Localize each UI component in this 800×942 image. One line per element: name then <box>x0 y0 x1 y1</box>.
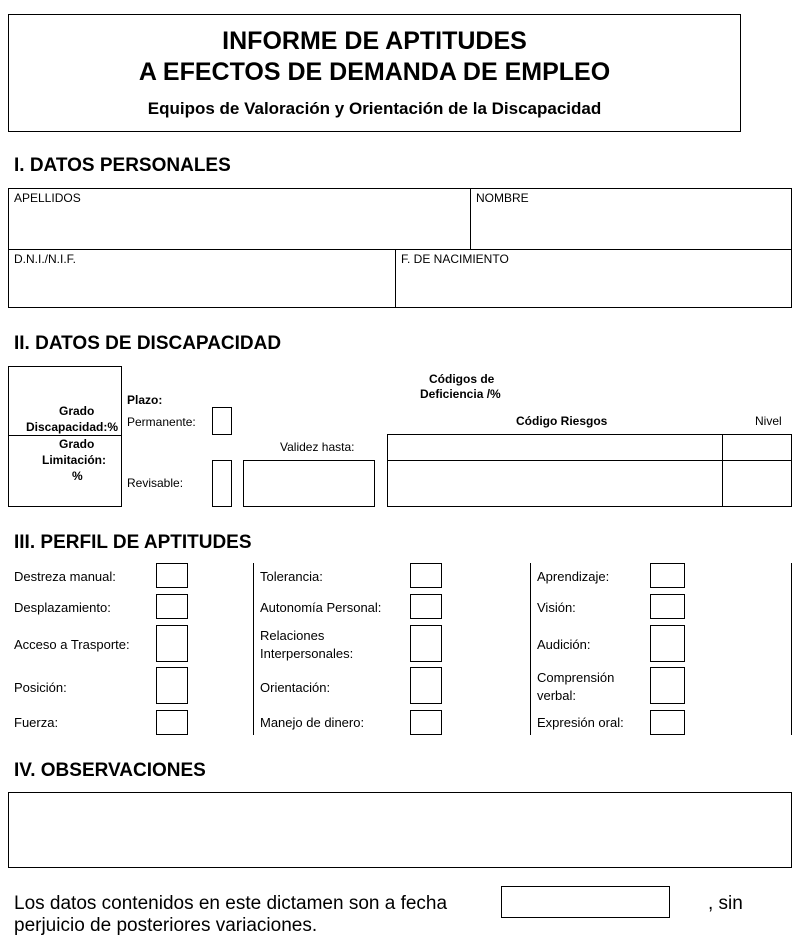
permanente-checkbox[interactable] <box>212 407 232 435</box>
revisable-checkbox[interactable] <box>212 460 232 507</box>
footer-line2: perjuicio de posteriores variaciones. <box>14 915 318 936</box>
divider-3 <box>791 563 792 735</box>
comprension-field[interactable] <box>650 667 685 704</box>
grado-limitacion-label-3: % <box>72 469 83 483</box>
validez-label: Validez hasta: <box>280 440 355 454</box>
fuerza-label: Fuerza: <box>14 715 59 730</box>
footer-sin: , sin <box>708 893 743 914</box>
permanente-label: Permanente: <box>127 415 196 429</box>
expresion-field[interactable] <box>650 710 685 735</box>
acceso-field[interactable] <box>156 625 188 662</box>
posicion-label: Posición: <box>14 680 67 695</box>
grado-discapacidad-field[interactable] <box>8 366 122 436</box>
desplazamiento-field[interactable] <box>156 594 188 619</box>
footer-line1: Los datos contenidos en este dictamen son a fecha <box>14 893 448 914</box>
orientacion-field[interactable] <box>410 667 442 704</box>
posicion-field[interactable] <box>156 667 188 704</box>
nivel-field-1[interactable] <box>722 434 792 461</box>
codigos-label-1: Códigos de <box>429 372 495 386</box>
subtitle: Equipos de Valoración y Orientación de la Discapacidad <box>147 99 602 118</box>
validez-field[interactable] <box>243 460 375 507</box>
acceso-label: Acceso a Trasporte: <box>14 637 130 652</box>
grado-discapacidad-label-2: Discapacidad:% <box>26 420 119 434</box>
manejo-label: Manejo de dinero: <box>260 715 365 730</box>
expresion-label: Expresión oral: <box>537 715 624 730</box>
revisable-label: Revisable: <box>127 476 184 490</box>
destreza-field[interactable] <box>156 563 188 588</box>
autonomia-label: Autonomía Personal: <box>260 600 382 615</box>
relaciones-field[interactable] <box>410 625 442 662</box>
nivel-field-2[interactable] <box>722 460 792 507</box>
desplazamiento-label: Desplazamiento: <box>14 600 111 615</box>
codigo-riesgos-field-1[interactable] <box>387 434 723 461</box>
autonomia-field[interactable] <box>410 594 442 619</box>
fecha-field[interactable] <box>501 886 670 918</box>
section1-title: I. DATOS PERSONALES <box>14 155 231 176</box>
dni-label: D.N.I./N.I.F. <box>14 252 77 266</box>
audicion-field[interactable] <box>650 625 685 662</box>
grado-discapacidad-label-1: Grado <box>59 404 95 418</box>
comprension-label-2: verbal: <box>537 688 577 703</box>
observaciones-field[interactable] <box>8 792 792 868</box>
apellidos-label: APELLIDOS <box>14 191 81 205</box>
orientacion-label: Orientación: <box>260 680 331 695</box>
nombre-field[interactable] <box>470 188 792 250</box>
relaciones-label-2: Interpersonales: <box>260 646 354 661</box>
title-line1: INFORME DE APTITUDES <box>222 27 527 55</box>
section3-title: III. PERFIL DE APTITUDES <box>14 532 252 553</box>
tolerancia-field[interactable] <box>410 563 442 588</box>
nacimiento-field[interactable] <box>395 249 792 308</box>
destreza-label: Destreza manual: <box>14 569 116 584</box>
nacimiento-label: F. DE NACIMIENTO <box>401 252 509 266</box>
aprendizaje-field[interactable] <box>650 563 685 588</box>
plazo-label: Plazo: <box>127 393 163 407</box>
manejo-field[interactable] <box>410 710 442 735</box>
grado-limitacion-label-2: Limitación: <box>42 453 107 467</box>
section2-title: II. DATOS DE DISCAPACIDAD <box>14 333 282 354</box>
apellidos-field[interactable] <box>8 188 471 250</box>
divider-1 <box>253 563 254 735</box>
title-line2: A EFECTOS DE DEMANDA DE EMPLEO <box>138 58 611 86</box>
codigo-riesgos-label: Código Riesgos <box>516 414 608 428</box>
grado-limitacion-field[interactable] <box>8 435 122 507</box>
section4-title: IV. OBSERVACIONES <box>14 760 206 781</box>
tolerancia-label: Tolerancia: <box>260 569 323 584</box>
nivel-label: Nivel <box>755 414 782 428</box>
codigo-riesgos-field-2[interactable] <box>387 460 723 507</box>
vision-field[interactable] <box>650 594 685 619</box>
header-box <box>8 14 741 132</box>
divider-2 <box>530 563 531 735</box>
codigos-label-2: Deficiencia /% <box>420 387 501 401</box>
vision-label: Visión: <box>537 600 576 615</box>
aprendizaje-label: Aprendizaje: <box>537 569 610 584</box>
fuerza-field[interactable] <box>156 710 188 735</box>
audicion-label: Audición: <box>537 637 591 652</box>
nombre-label: NOMBRE <box>476 191 529 205</box>
relaciones-label-1: Relaciones <box>260 628 325 643</box>
grado-limitacion-label-1: Grado <box>59 437 95 451</box>
comprension-label-1: Comprensión <box>537 670 615 685</box>
dni-field[interactable] <box>8 249 396 308</box>
